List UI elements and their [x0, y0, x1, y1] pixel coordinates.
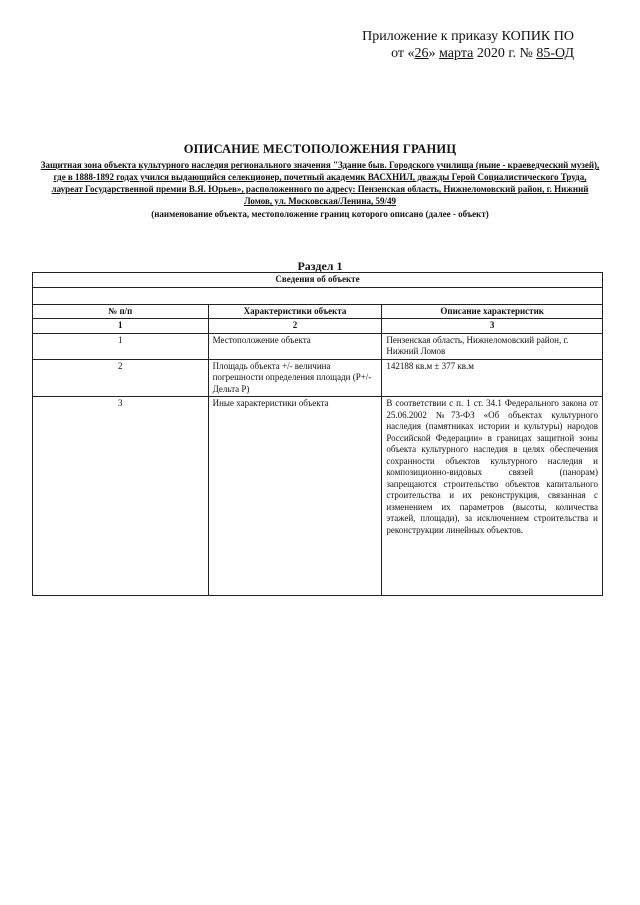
row-number: 2 [33, 359, 209, 397]
object-subject: Защитная зона объекта культурного наследия регионального значения "Здание быв. Городского училища (ныне - краеведческий музей), где в 1888-1892 годах учился выдающийся селекционер, почетный академик ВАСХНИЛ, дважды Герой Социалистического Труда, лауреат Государственной премии В.Я. Юрьев», расположенного по адресу: Пензенская область, Нижнеломовский район, г. Нижний Ломов, ул. Московская/Ленина, 59/49 [40, 160, 600, 206]
object-note: (наименование объекта, местоположение границ которого описано (далее - объект) [151, 209, 489, 219]
section-title: Раздел 1 [297, 259, 343, 273]
header-number: № п/п [33, 304, 209, 319]
appendix-line-2 [274, 45, 574, 62]
table-subtitle-row [33, 273, 603, 288]
appendix-year: 2020 г. № [473, 46, 537, 61]
title-block [40, 142, 600, 220]
row-number: 3 [33, 397, 209, 596]
object-info-table [32, 272, 603, 596]
table-column-number-row [33, 319, 603, 334]
document-title: ОПИСАНИЕ МЕСТОПОЛОЖЕНИЯ ГРАНИЦ [183, 142, 457, 156]
appendix-month: марта [439, 46, 474, 61]
appendix-number: 85-ОД [536, 46, 574, 61]
row-characteristic: Площадь объекта +/- величина погрешности определения площади (Р+/- Дельта Р) [208, 359, 382, 397]
appendix-header [274, 28, 574, 62]
header-description: Описание характеристик [382, 304, 603, 319]
table-row [33, 333, 603, 359]
row-characteristic: Иные характеристики объекта [208, 397, 382, 596]
table-header-row [33, 304, 603, 319]
appendix-date-mid: » [428, 46, 440, 61]
table-row [33, 359, 603, 397]
row-characteristic: Местоположение объекта [208, 333, 382, 359]
table-spacer [33, 287, 603, 304]
row-description: Пензенская область, Нижнеломовский район, г. Нижний Ломов [382, 333, 603, 359]
column-number-2: 2 [208, 319, 382, 334]
appendix-date-prefix: от « [391, 46, 415, 61]
column-number-1: 1 [33, 319, 209, 334]
header-characteristic: Характеристики объекта [208, 304, 382, 319]
appendix-line-1: Приложение к приказу КОПИК ПО [362, 29, 574, 44]
appendix-day: 26 [414, 46, 429, 61]
table-row [33, 397, 603, 596]
row-description: 142188 кв.м ± 377 кв.м [382, 359, 603, 397]
row-description: В соответствии с п. 1 ст. 34.1 Федерального закона от 25.06.2002 №73-ФЗ «Об объектах культурного наследия (памятниках истории и культуры) народов Российской Федерации» в границах защитной зоны объекта культурного наследия в целях обеспечения сохранности объектов культурного наследия и композиционно-видовых связей (панорам) запрещаются строительство объектов капитального строительства и их реконструкция, связанная с изменением их параметров (высоты, количества этажей, площади), за исключением строительства и реконструкции линейных объектов. [382, 397, 603, 596]
row-number: 1 [33, 333, 209, 359]
table-subtitle: Сведения об объекте [33, 273, 603, 288]
column-number-3: 3 [382, 319, 603, 334]
table-spacer-row [33, 287, 603, 304]
